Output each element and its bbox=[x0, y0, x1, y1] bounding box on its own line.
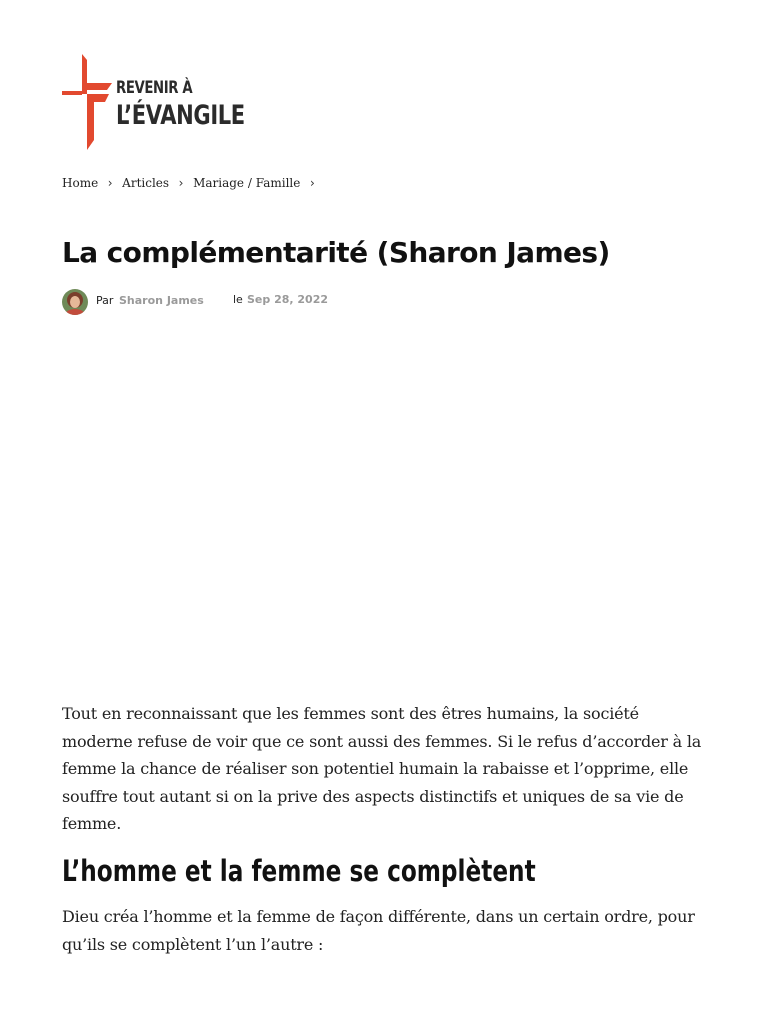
article-paragraph: Tout en reconnaissant que les femmes sont des êtres humains, la société moderne refuse de voir que ce sont aussi des femmes. Si le refus d’accorder à la femme la chance de réaliser son potentiel humain la rabaisse et l’opprime, elle souffre tout autant si on la prive des aspects distinctifs et uniques de sa vie de femme. bbox=[62, 704, 702, 833]
breadcrumb-category[interactable]: Mariage / Famille bbox=[193, 176, 301, 190]
section-heading: L’homme et la femme se complètent bbox=[62, 854, 536, 888]
on-label: le bbox=[233, 293, 243, 306]
breadcrumb-articles[interactable]: Articles bbox=[122, 176, 170, 190]
chevron-right-icon: › bbox=[178, 176, 184, 190]
chevron-right-icon: › bbox=[107, 176, 113, 190]
page-title: La complémentarité (Sharon James) bbox=[62, 236, 610, 269]
publish-date: Sep 28, 2022 bbox=[247, 293, 329, 306]
avatar-photo-icon bbox=[62, 289, 88, 315]
site-logo[interactable] bbox=[62, 54, 262, 150]
author-avatar[interactable] bbox=[62, 289, 88, 315]
chevron-right-icon: › bbox=[309, 176, 315, 190]
breadcrumb-home[interactable]: Home bbox=[62, 176, 99, 190]
logo-line2: L’ÉVANGILE bbox=[116, 100, 245, 131]
article-paragraph: Dieu créa l’homme et la femme de façon différente, dans un certain ordre, pour qu’ils se complètent l’un l’autre : bbox=[62, 907, 695, 954]
logo-line1: REVENIR À bbox=[116, 78, 193, 98]
author-link[interactable]: Sharon James bbox=[119, 294, 204, 307]
article-meta bbox=[62, 289, 712, 315]
by-label: Par bbox=[96, 294, 114, 307]
cross-logo-icon bbox=[62, 54, 116, 150]
breadcrumb bbox=[62, 176, 324, 190]
